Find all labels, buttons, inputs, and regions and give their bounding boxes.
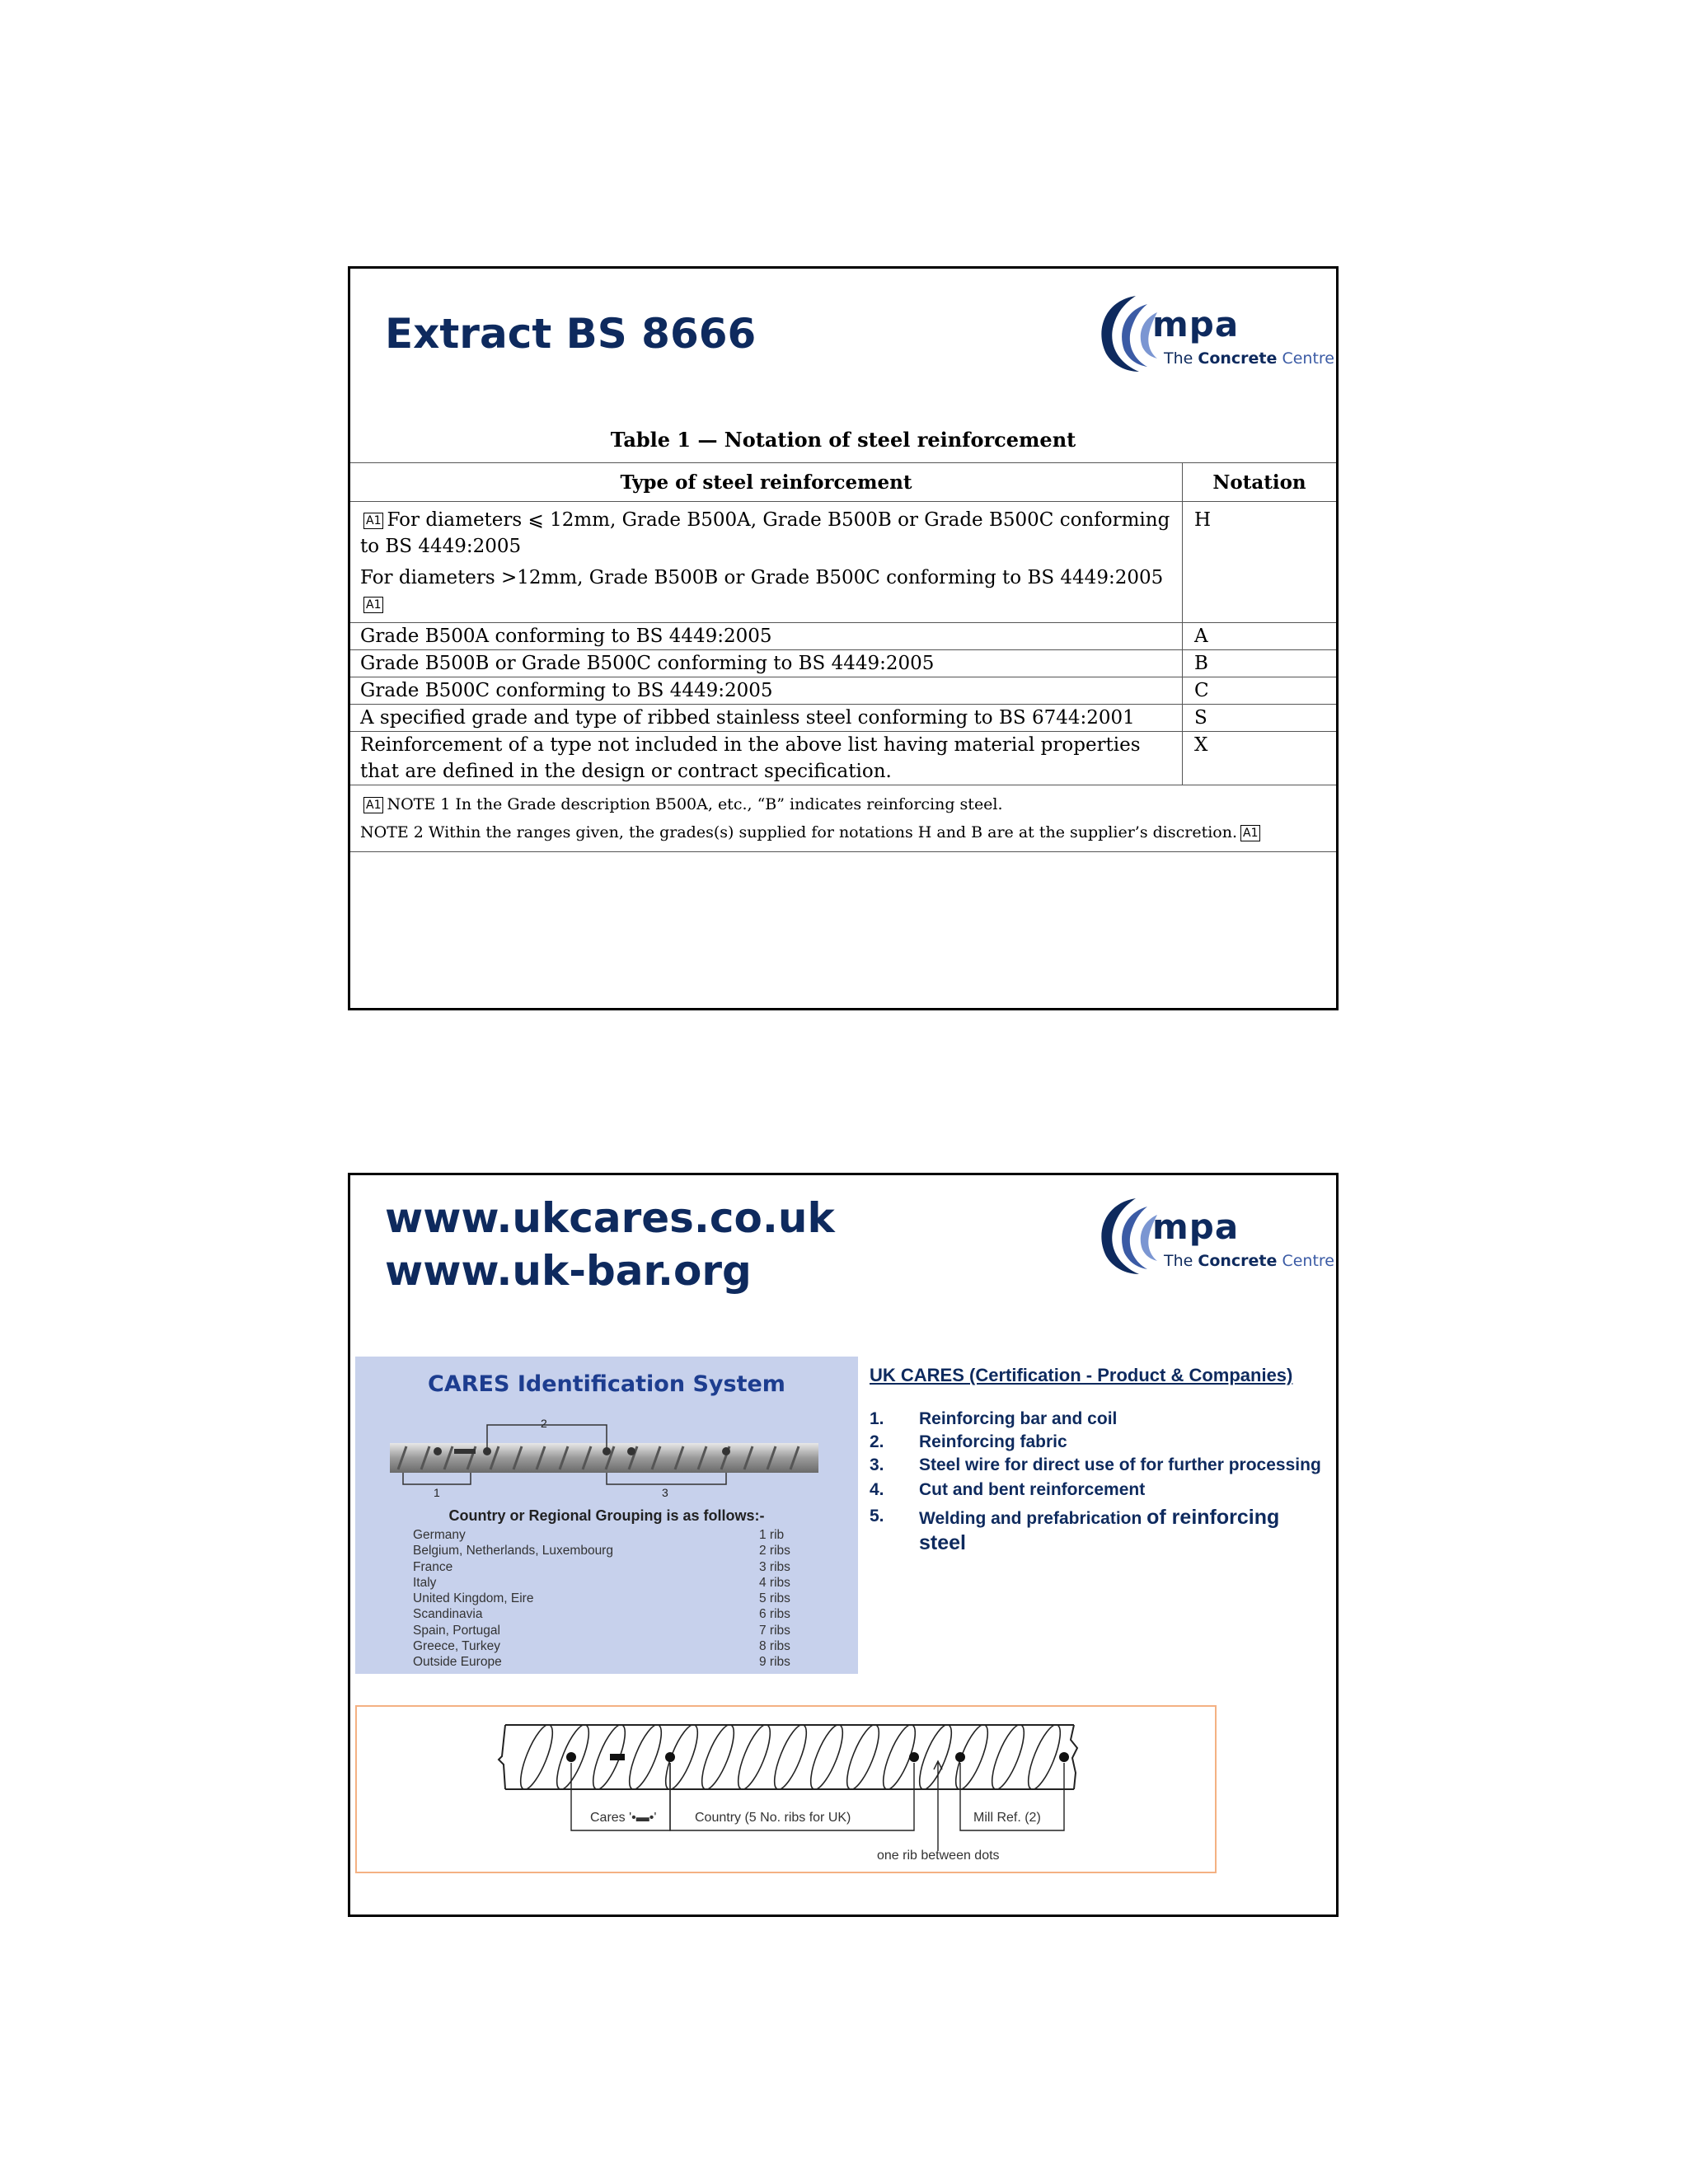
certification-list: [870, 1408, 1331, 1556]
mpa-logo-subtitle: The Concrete Centre: [1164, 1252, 1334, 1270]
note-1: A1 NOTE 1 In the Grade description B500A, etc., “B” indicates reinforcing steel.: [360, 790, 1326, 818]
slide-2: [348, 1173, 1339, 1917]
cell-notation: B: [1183, 650, 1337, 677]
notation-table: [350, 462, 1336, 852]
cell-type: A specified grade and type of ribbed stainless steel conforming to BS 6744:2001: [350, 705, 1183, 732]
mpa-logo: [1088, 1192, 1334, 1282]
table-notes-row: [350, 785, 1336, 852]
url-ukcares: www.ukcares.co.uk: [385, 1194, 835, 1242]
column-header-notation: Notation: [1183, 463, 1337, 502]
table-row: [350, 623, 1336, 650]
mpa-swoosh-icon: [1088, 1192, 1162, 1278]
list-item: 3. Steel wire for direct use of for further processing: [870, 1455, 1321, 1474]
cell-type: Grade B500A conforming to BS 4449:2005: [350, 623, 1183, 650]
country-ribs-label: Country (5 No. ribs for UK): [695, 1811, 851, 1825]
cell-type: Grade B500B or Grade B500C conforming to BS 4449:2005: [350, 650, 1183, 677]
type-line-1: A1 For diameters ⩽ 12mm, Grade B500A, Grade B500B or Grade B500C conforming to BS 4449:2005: [360, 509, 1170, 557]
note-2: NOTE 2 Within the ranges given, the grades(s) supplied for notations H and B are at the supplier’s discretion. A1: [360, 818, 1326, 846]
mpa-swoosh-icon: [1088, 289, 1162, 376]
grouping-heading: Country or Regional Grouping is as follows:-: [448, 1507, 765, 1524]
rib-note-label: one rib between dots: [877, 1849, 1000, 1863]
mpa-logo-subtitle: The Concrete Centre: [1164, 349, 1334, 368]
mpa-logo-text: mpa: [1152, 1207, 1240, 1247]
cares-title: CARES Identification System: [428, 1371, 785, 1397]
country-row: France 3 ribs: [413, 1559, 790, 1574]
cell-notation: A: [1183, 623, 1337, 650]
country-row: United Kingdom, Eire 5 ribs: [413, 1591, 790, 1606]
country-row: Italy 4 ribs: [413, 1575, 790, 1590]
rebar-ribs-drawing: [357, 1707, 1215, 1872]
slide-title: [385, 1192, 835, 1297]
table-caption: Table 1 — Notation of steel reinforcement: [610, 428, 1076, 452]
list-item: 4. Cut and bent reinforcement: [870, 1480, 1146, 1499]
table-row: [350, 677, 1336, 705]
amendment-mark-close: A1: [363, 597, 383, 613]
country-row: Greece, Turkey 8 ribs: [413, 1639, 790, 1654]
table-notes: [350, 785, 1336, 852]
cell-notation: H: [1183, 502, 1337, 623]
cell-notation: X: [1183, 732, 1337, 785]
table-row: [350, 732, 1336, 785]
diagram-label-1: 1: [434, 1486, 440, 1499]
url-ukbar: www.uk-bar.org: [385, 1247, 752, 1295]
country-row: Spain, Portugal 7 ribs: [413, 1623, 790, 1638]
type-line-2: For diameters >12mm, Grade B500B or Grade B500C conforming to BS 4449:2005A1: [360, 567, 1164, 612]
uk-cares-list: [870, 1365, 1331, 1556]
diagram-label-2: 2: [541, 1417, 547, 1430]
cares-identification-image: [355, 1357, 858, 1674]
slide-title: Extract BS 8666: [385, 310, 757, 358]
cell-notation: S: [1183, 705, 1337, 732]
rebar-marking-diagram: [355, 1705, 1217, 1873]
country-row: Outside Europe 9 ribs: [413, 1655, 790, 1670]
table-row: [350, 650, 1336, 677]
country-row: Scandinavia 6 ribs: [413, 1607, 790, 1622]
slide-1: [348, 266, 1339, 1010]
table-header-row: [350, 463, 1336, 502]
column-header-type: Type of steel reinforcement: [350, 463, 1183, 502]
mpa-logo-text: mpa: [1152, 304, 1240, 344]
amendment-mark-open: A1: [363, 513, 383, 529]
list-item: 1. Reinforcing bar and coil: [870, 1409, 1118, 1428]
cell-type: Grade B500C conforming to BS 4449:2005: [350, 677, 1183, 705]
table-row: [350, 705, 1336, 732]
cell-notation: C: [1183, 677, 1337, 705]
list-item: 2. Reinforcing fabric: [870, 1432, 1067, 1451]
cares-label: Cares '•▬•': [590, 1811, 657, 1825]
country-list: [413, 1528, 790, 1671]
list-item: 5. Welding and prefabrication of reinforcing steel: [870, 1506, 1280, 1554]
cell-type: Reinforcement of a type not included in the above list having material properties that are defined in the design or contract specification.: [350, 732, 1183, 785]
diagram-label-3: 3: [662, 1486, 668, 1499]
mill-ref-label: Mill Ref. (2): [973, 1811, 1041, 1825]
uk-cares-heading: UK CARES (Certification - Product & Companies): [870, 1365, 1293, 1385]
mpa-logo: [1088, 289, 1334, 380]
country-row: Belgium, Netherlands, Luxembourg 2 ribs: [413, 1544, 790, 1558]
cell-type: [350, 502, 1183, 623]
country-row: Germany 1 rib: [413, 1528, 785, 1542]
table-row: [350, 502, 1336, 623]
